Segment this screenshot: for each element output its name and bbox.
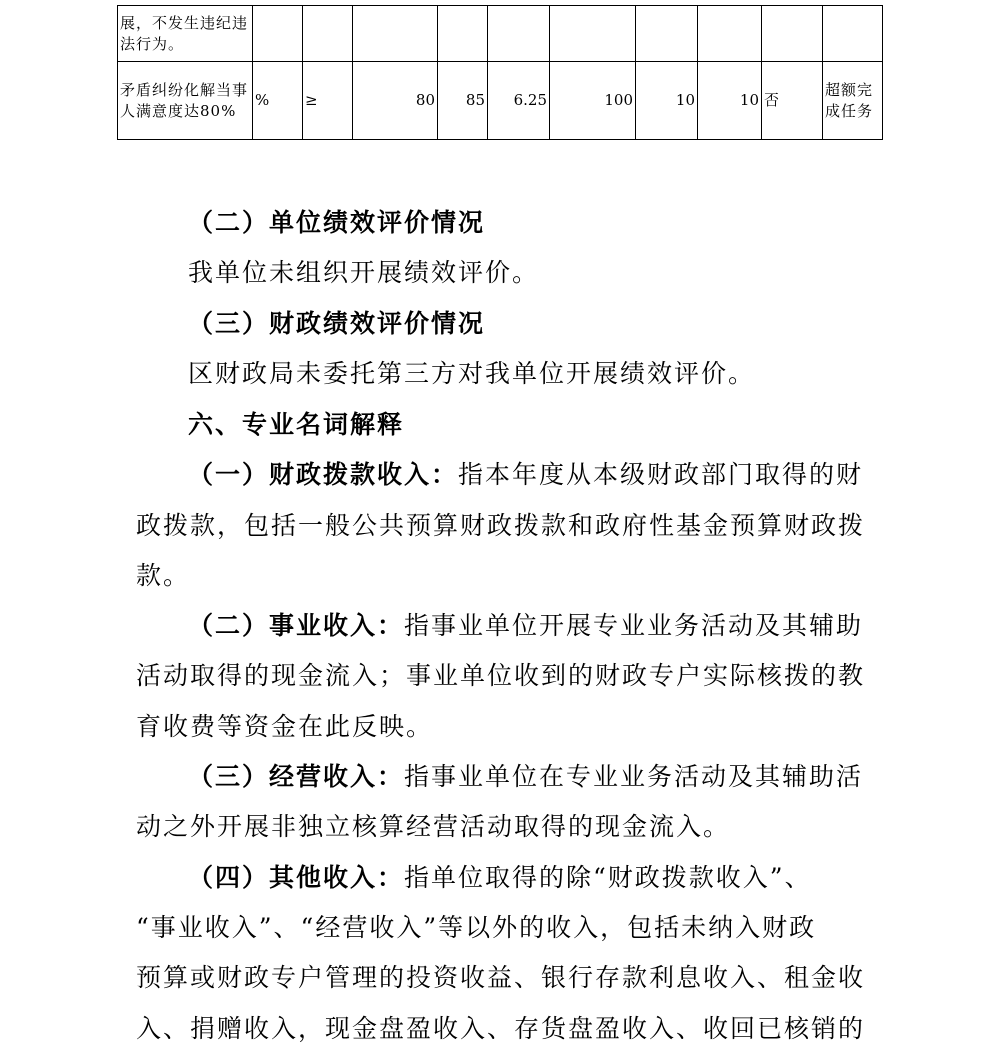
term-paragraph-line	[188, 853, 812, 903]
term-paragraph-line	[188, 752, 863, 802]
term-text: 指事业单位开展专业业务活动及其辅助	[404, 611, 864, 640]
section-heading-unit-evaluation: （二）单位绩效评价情况	[188, 208, 486, 237]
term-paragraph-line	[188, 601, 863, 651]
section-body-unit-evaluation: 我单位未组织开展绩效评价。	[188, 258, 540, 287]
performance-table	[117, 5, 883, 140]
flag-cell	[762, 6, 823, 62]
indicator-cell: 展，不发生违纪违法行为。	[118, 6, 253, 62]
value-cell	[353, 6, 438, 62]
value-cell: 80	[353, 62, 438, 140]
remark-cell	[823, 6, 883, 62]
indicator-cell: 矛盾纠纷化解当事人满意度达80%	[118, 62, 253, 140]
flag-cell: 否	[762, 62, 823, 140]
section-heading-finance-evaluation: （三）财政绩效评价情况	[188, 309, 486, 338]
term-paragraph-line: 政拨款，包括一般公共预算财政拨款和政府性基金预算财政拨	[136, 511, 866, 540]
term-paragraph-line	[188, 450, 863, 500]
value-cell	[636, 6, 698, 62]
operator-cell: ≥	[303, 62, 353, 140]
section-heading-terms: 六、专业名词解释	[188, 410, 405, 439]
term-paragraph-line: 育收费等资金在此反映。	[136, 712, 434, 741]
term-text: 指本年度从本级财政部门取得的财	[458, 460, 864, 489]
term-label: （四）其他收入：	[188, 863, 405, 892]
value-cell	[438, 6, 488, 62]
value-cell	[488, 6, 550, 62]
term-label: （一）财政拨款收入：	[188, 460, 459, 489]
value-cell	[550, 6, 636, 62]
term-text: 指事业单位在专业业务活动及其辅助活	[404, 762, 864, 791]
value-cell	[698, 6, 762, 62]
operator-cell	[303, 6, 353, 62]
table-row	[118, 6, 883, 62]
term-label: （二）事业收入：	[188, 611, 405, 640]
term-paragraph-line: 动之外开展非独立核算经营活动取得的现金流入。	[136, 812, 731, 841]
term-paragraph-line: 入、捐赠收入，现金盘盈收入、存货盘盈收入、收回已核销的	[136, 1014, 866, 1043]
term-paragraph-line: 款。	[136, 561, 191, 590]
value-cell: 10	[698, 62, 762, 140]
table-row	[118, 62, 883, 140]
term-label: （三）经营收入：	[188, 762, 405, 791]
value-cell: 100	[550, 62, 636, 140]
term-paragraph-line: “事业收入”、“经营收入”等以外的收入，包括未纳入财政	[136, 913, 817, 942]
term-paragraph-line: 活动取得的现金流入；事业单位收到的财政专户实际核拨的教	[136, 661, 866, 690]
remark-cell: 超额完成任务	[823, 62, 883, 140]
value-cell: 10	[636, 62, 698, 140]
section-body-finance-evaluation: 区财政局未委托第三方对我单位开展绩效评价。	[188, 359, 756, 388]
term-paragraph-line: 预算或财政专户管理的投资收益、银行存款利息收入、租金收	[136, 963, 866, 992]
unit-cell	[253, 6, 303, 62]
value-cell: 85	[438, 62, 488, 140]
term-text: 指单位取得的除“财政拨款收入”、	[404, 863, 812, 892]
unit-cell: %	[253, 62, 303, 140]
value-cell: 6.25	[488, 62, 550, 140]
